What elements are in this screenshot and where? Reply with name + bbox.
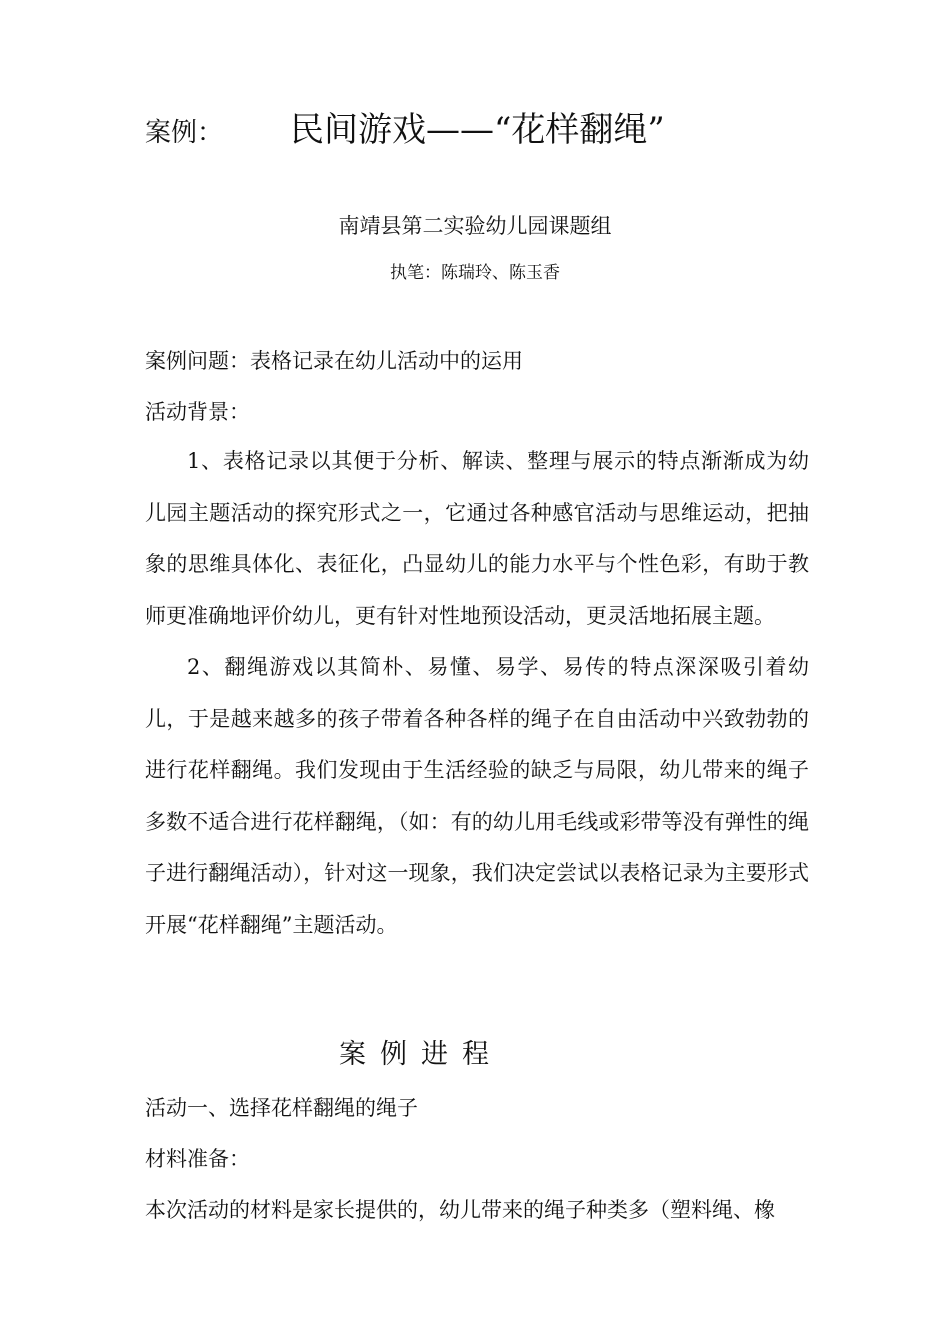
activity-one-heading: 活动一、选择花样翻绳的绳子: [145, 1096, 418, 1120]
materials-text: 本次活动的材料是家长提供的，幼儿带来的绳子种类多（塑料绳、橡: [145, 1198, 775, 1222]
background-label: 活动背景：: [145, 400, 250, 424]
background-paragraphs: [145, 436, 809, 951]
materials-label: 材料准备：: [145, 1147, 250, 1171]
background-paragraph-1: 1、表格记录以其便于分析、解读、整理与展示的特点渐渐成为幼儿园主题活动的探究形式之一，它通过各种感官活动与思维运动，把抽象的思维具体化、表征化，凸显幼儿的能力水平与个性色彩，有助于教师更准确地评价幼儿，更有针对性地预设活动，更灵活地拓展主题。: [145, 449, 809, 628]
background-paragraph-2: 2、翻绳游戏以其简朴、易懂、易学、易传的特点深深吸引着幼儿，于是越来越多的孩子带着各种各样的绳子在自由活动中兴致勃勃的进行花样翻绳。我们发现由于生活经验的缺乏与局限，幼儿带来的绳子多数不适合进行花样翻绳，（如：有的幼儿用毛线或彩带等没有弹性的绳子进行翻绳活动），针对这一现象，我们决定尝试以表格记录为主要形式开展“花样翻绳”主题活动。: [145, 655, 809, 937]
author-line: 执笔：陈瑞玲、陈玉香: [390, 263, 560, 283]
section-title: 案例进程: [339, 1039, 503, 1070]
case-question: 案例问题：表格记录在幼儿活动中的运用: [145, 349, 523, 373]
organization-line: 南靖县第二实验幼儿园课题组: [338, 214, 612, 238]
page-title: 民间游戏——“花样翻绳”: [290, 110, 665, 150]
case-label: 案例：: [145, 118, 224, 148]
